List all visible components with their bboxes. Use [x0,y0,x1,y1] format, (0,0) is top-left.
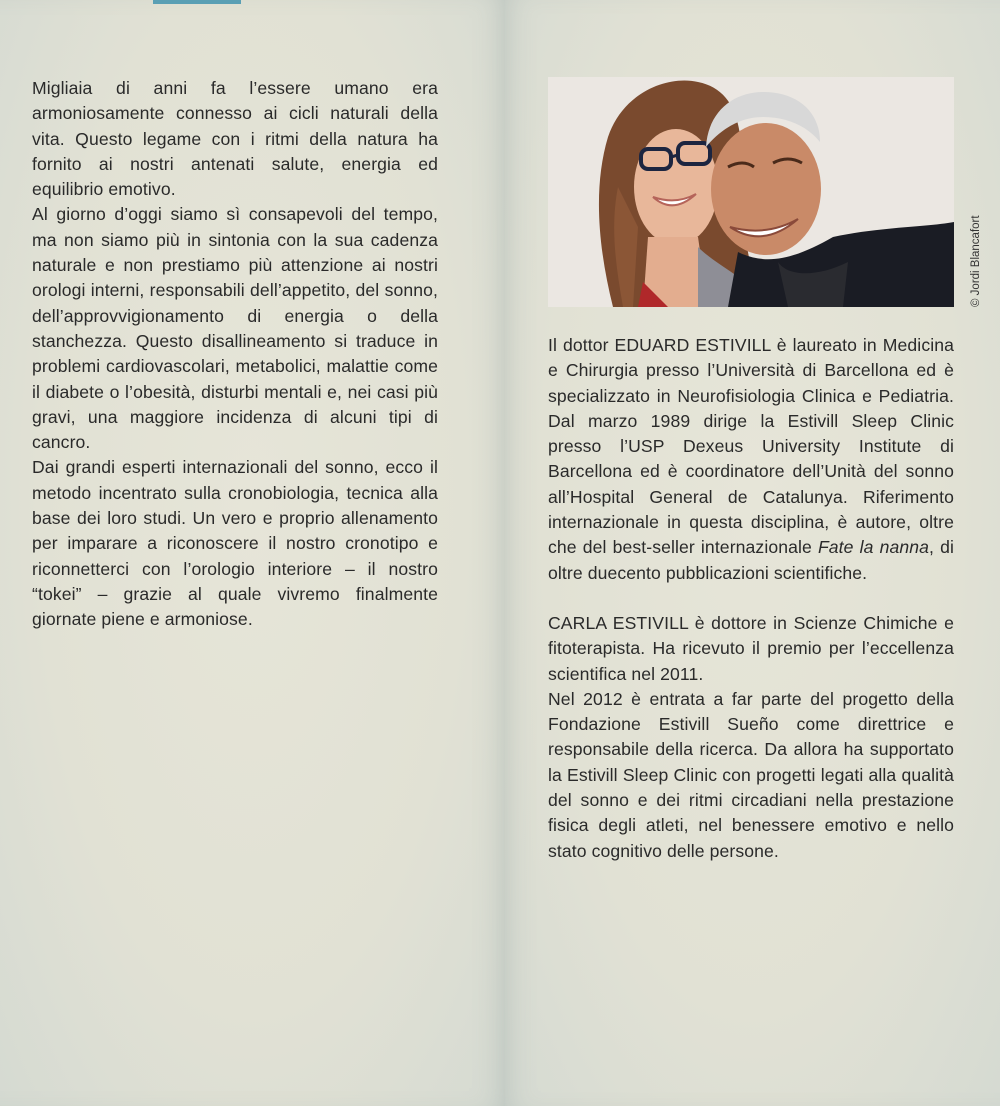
book-title: Fate la nanna [817,537,930,558]
synopsis-paragraph-3: Dai grandi esperti internazionali del sonno, ecco il metodo incentrato sulla cronobiologia, tecnica alla base dei loro studi. Un vero e proprio allenamento per imparare a riconoscere il nostro cronotipo e riconnetterci con l’orologio interiore – il nostro “tokei” – grazie al quale vivremo finalmente giornate piene e armoniose. [32,457,438,630]
synopsis-text [32,76,438,633]
eduard-bio-part-2: , di oltre duecento pubblicazioni scientifiche. [548,537,954,583]
top-tab-marker [153,0,241,4]
eduard-bio [548,333,954,586]
authors-photo [548,77,954,307]
photo-credit-text: © Jordi Blancafort [970,215,982,307]
carla-bio-paragraph-2: Nel 2012 è entrata a far parte del progetto della Fondazione Estivill Sueño come direttrice e responsabile della ricerca. Da allora ha supportato la Estivill Sleep Clinic con progetti legati alla qualità del sonno e dei ritmi circadiani nella prestazione fisica degli atleti, nel benessere emotivo e nello stato cognitivo delle persone. [548,688,954,861]
eduard-bio-part-1: Il dottor EDUARD ESTIVILL è laureato in Medicina e Chirurgia presso l’Università di Barcellona ed è specializzato in Neurofisiologia Clinica e Pediatria. Dal marzo 1989 dirige la Estivill Sleep Clinic presso l’USP Dexeus University Institute di Barcellona ed è coordinatore dell’Unità del sonno all’Hospital General de Catalunya. Riferimento internazionale in questa disciplina, è autore, oltre che del best-seller internazionale [548,335,954,558]
authors-photo-illustration [548,77,954,307]
paragraph-spacer [548,586,954,611]
synopsis-paragraph-2: Al giorno d’oggi siamo sì consapevoli del tempo, ma non siamo più in sintonia con la sua cadenza naturale e non prestiamo più attenzione ai nostri orologi interni, responsabili dell’appetito, del sonno, dell’approvvigionamento di energia o della stanchezza. Questo disallineamento si traduce in problemi cardiovascolari, metabolici, malattie come il diabete o l’obesità, disturbi mentali e, nei casi più gravi, una maggiore incidenza di alcuni tipi di cancro. [32,204,438,453]
authors-bio-text [548,333,954,864]
carla-bio-paragraph-1: CARLA ESTIVILL è dottore in Scienze Chimiche e fitoterapista. Ha ricevuto il premio per l’eccellenza scientifica nel 2011. [548,612,954,684]
synopsis-paragraph-1: Migliaia di anni fa l’essere umano era armoniosamente connesso ai cicli naturali della vita. Questo legame con i ritmi della natura ha fornito ai nostri antenati salute, energia ed equilibrio emotivo. [32,78,438,200]
